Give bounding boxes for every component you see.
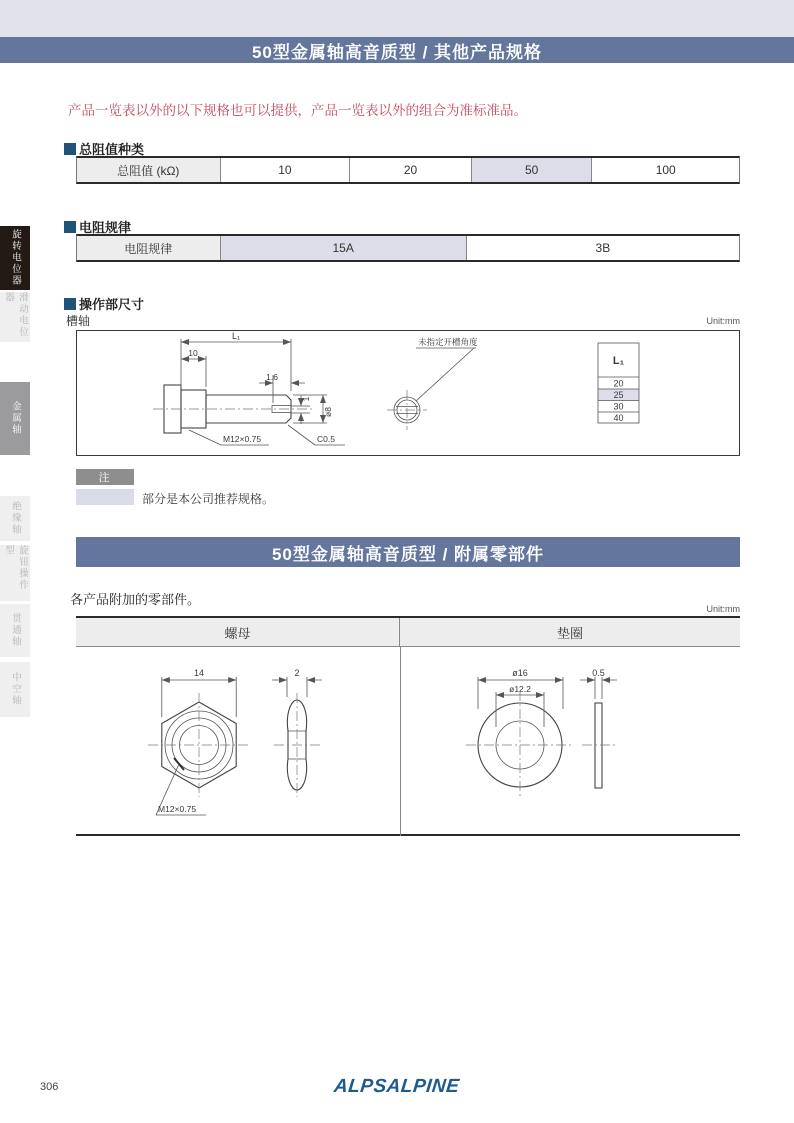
parts-column-nut: 螺母 [76, 618, 400, 646]
washer-front-view [466, 668, 574, 799]
washer-dim-outer: ø16 [512, 668, 528, 678]
nut-dim-thickness: 2 [294, 668, 300, 678]
section-title-text: 电阻规律 [79, 220, 132, 235]
section-marker-icon [64, 143, 76, 155]
section-title-text: 操作部尺寸 [79, 297, 145, 312]
l1-table-header: L₁ [612, 355, 625, 367]
sidebar-item-knob-operated[interactable]: 旋钮操作型 [0, 545, 30, 601]
taper-value: 3B [595, 241, 611, 255]
resistance-row-header: 总阻值 (kΩ) [77, 158, 221, 182]
resistance-value-highlighted: 50 [472, 158, 593, 182]
note-text: 部分是本公司推荐规格。 [142, 492, 275, 506]
sidebar-item-metal-shaft[interactable]: 金属轴 [0, 382, 30, 455]
sidebar-item-hollow-shaft[interactable]: 中空轴 [0, 662, 30, 717]
footer [0, 1076, 794, 1098]
l1-row: 20 [613, 378, 624, 389]
washer-side-view [580, 668, 617, 788]
l1-row: 40 [613, 413, 624, 423]
note-badge: 注 [76, 469, 134, 485]
section-title-dimensions [64, 294, 144, 313]
page-number: 306 [40, 1081, 59, 1093]
taper-value-highlighted: 15A [221, 236, 467, 260]
dim-10: 10 [188, 348, 198, 358]
parts-intro: 各产品附加的零部件。 [70, 592, 201, 607]
top-band [0, 0, 794, 37]
nut-dim-width: 14 [193, 668, 205, 678]
resistance-value: 20 [350, 158, 472, 182]
dim-dia8: ø8 [323, 407, 333, 417]
sidebar-item-slide-potentiometers[interactable]: 滑动电位器 [0, 292, 30, 342]
section-marker-icon [64, 221, 76, 233]
parts-drawing-box [76, 647, 740, 836]
dim-chamfer: C0.5 [317, 434, 335, 444]
shaft-type-label: 槽轴 [66, 314, 91, 328]
section-marker-icon [64, 298, 76, 310]
parts-column-divider [400, 647, 401, 836]
l1-row: 30 [613, 401, 624, 412]
slot-angle-note: 未指定开槽角度 [418, 337, 478, 347]
parts-section-title-text: 50型金属轴高音质型 / 附属零部件 [271, 544, 545, 564]
page-title-text: 50型金属轴高音质型 / 其他产品规格 [251, 42, 543, 62]
parts-column-washer: 垫圈 [556, 625, 583, 641]
washer-dim-thickness: 0.5 [592, 668, 605, 678]
l1-row-highlighted: 25 [613, 390, 624, 400]
intro-note: 产品一览表以外的以下规格也可以提供，产品一览表以外的组合为准标准品。 [68, 103, 527, 118]
resistance-table [76, 156, 740, 184]
washer-dim-inner: ø12.2 [509, 684, 531, 694]
nut-front-view [148, 668, 250, 815]
dim-1: 1 [301, 396, 311, 402]
sidebar-item-insulated-shaft[interactable]: 绝缘轴 [0, 496, 30, 541]
unit-label: Unit:mm [706, 316, 740, 326]
note-color-swatch [76, 489, 134, 505]
sidebar-item-through-shaft[interactable]: 贯通轴 [0, 604, 30, 657]
resistance-value: 10 [221, 158, 351, 182]
sidebar-item-rotary-potentiometers[interactable]: 旋转电位器 [0, 226, 30, 290]
unit-label: Unit:mm [706, 604, 740, 614]
dim-1-6: 1.6 [266, 372, 278, 382]
shaft-end-view [387, 337, 478, 430]
l1-table [598, 343, 639, 423]
alpsalpine-logo: ALPSALPINE [333, 1076, 461, 1097]
nut-side-view [272, 668, 322, 797]
parts-table-header [76, 616, 740, 647]
parts-drawing [76, 647, 738, 834]
page-title [0, 37, 794, 63]
resistance-value: 100 [655, 163, 676, 177]
taper-row-header: 电阻规律 [77, 236, 221, 260]
shaft-drawing [77, 331, 739, 455]
shaft-drawing-box [76, 330, 740, 456]
dim-l1: L₁ [231, 331, 241, 341]
parts-section-title [76, 537, 740, 567]
dim-thread: M12×0.75 [223, 434, 262, 444]
section-title-text: 总阻值种类 [79, 142, 145, 157]
nut-dim-thread: M12×0.75 [158, 804, 197, 814]
taper-table [76, 234, 740, 262]
